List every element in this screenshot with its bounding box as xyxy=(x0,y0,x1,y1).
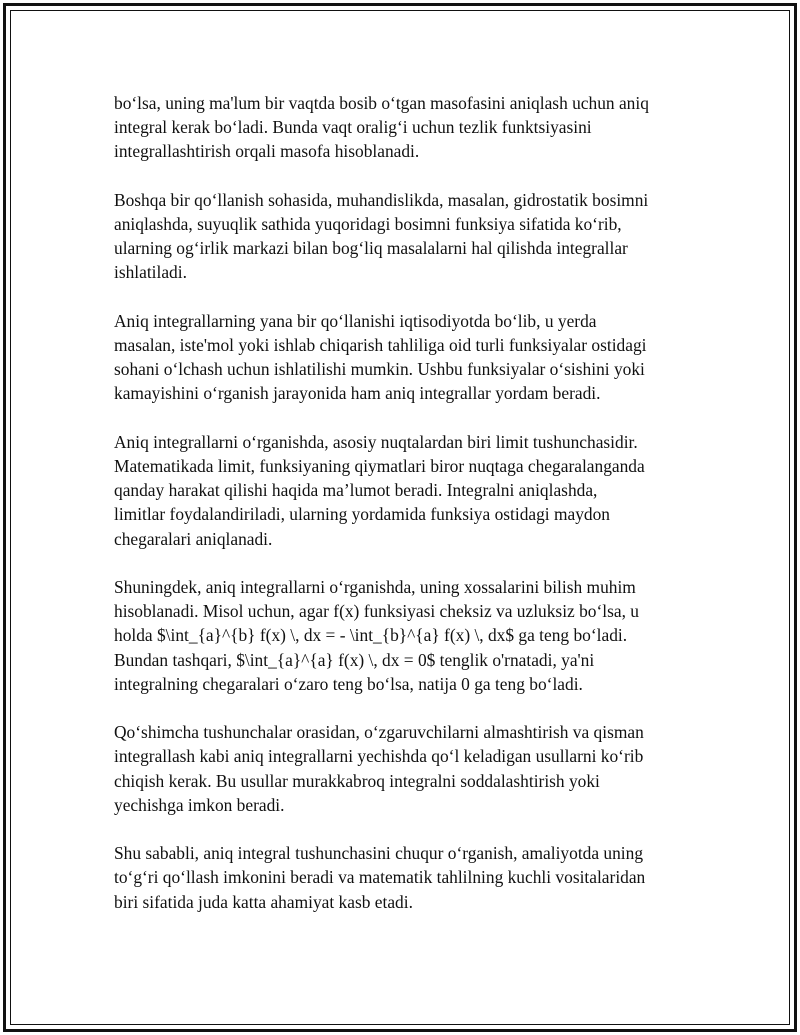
text-line: chegaralari aniqlanadi. xyxy=(114,528,273,549)
text-line: ularning og‘irlik markazi bilan bog‘liq masalalarni hal qilishda integrallar xyxy=(114,238,628,259)
text-line: holda $\int_{a}^{b} f(x) \, dx = - \int_{b}^{a} f(x) \, dx$ ga teng bo‘ladi. xyxy=(114,625,628,646)
text-line: biri sifatida juda katta ahamiyat kasb etadi. xyxy=(114,891,413,912)
paragraph xyxy=(114,720,694,817)
text-line: Aniq integrallarning yana bir qo‘llanishi iqtisodiyotda bo‘lib, u yerda xyxy=(114,310,597,331)
paragraph xyxy=(114,91,694,164)
text-line: chiqish kerak. Bu usullar murakkabroq integralni soddalashtirish yoki xyxy=(114,770,600,791)
text-line: sohani o‘lchash uchun ishlatilishi mumkin. Ushbu funksiyalar o‘sishini yoki xyxy=(114,359,645,380)
paragraph xyxy=(114,430,694,551)
text-line: integral kerak bo‘ladi. Bunda vaqt oralig‘i uchun tezlik funktsiyasini xyxy=(114,117,592,138)
paragraph xyxy=(114,309,694,406)
text-line: ishlatiladi. xyxy=(114,262,187,283)
text-line: integrallash kabi aniq integrallarni yechishda qo‘l keladigan usullarni ko‘rib xyxy=(114,746,644,767)
text-line: Boshqa bir qo‘llanish sohasida, muhandislikda, masalan, gidrostatik bosimni xyxy=(114,189,649,210)
text-line: bo‘lsa, uning ma'lum bir vaqtda bosib o‘tgan masofasini aniqlash uchun aniq xyxy=(114,93,649,113)
paragraph xyxy=(114,575,694,696)
paragraph xyxy=(114,188,694,285)
text-line: limitlar foydalandiriladi, ularning yordamida funksiya ostidagi maydon xyxy=(114,504,611,525)
text-line: kamayishini o‘rganish jarayonida ham aniq integrallar yordam beradi. xyxy=(114,383,601,404)
text-line: integrallashtirish orqali masofa hisoblanadi. xyxy=(114,141,420,162)
text-line: Shu sababli, aniq integral tushunchasini chuqur o‘rganish, amaliyotda uning xyxy=(114,843,644,864)
text-line: to‘g‘ri qo‘llash imkonini beradi va matematik tahlilning kuchli vositalaridan xyxy=(114,867,646,888)
text-line: Matematikada limit, funksiyaning qiymatlari biror nuqtaga chegaralanganda xyxy=(114,456,645,476)
text-line: Shuningdek, aniq integrallarni o‘rganishda, uning xossalarini bilish muhim xyxy=(114,577,636,597)
text-line: Aniq integrallarni o‘rganishda, asosiy nuqtalardan biri limit tushunchasidir. xyxy=(114,431,638,452)
paragraph xyxy=(114,841,694,914)
text-line: qanday harakat qilishi haqida ma’lumot beradi. Integralni aniqlashda, xyxy=(114,480,598,501)
text-line: Qo‘shimcha tushunchalar orasidan, o‘zgaruvchilarni almashtirish va qisman xyxy=(114,722,644,743)
text-line: aniqlashda, suyuqlik sathida yuqoridagi bosimni funksiya sifatida ko‘rib, xyxy=(114,214,622,234)
text-line: yechishga imkon beradi. xyxy=(114,794,285,815)
text-line: masalan, iste'mol yoki ishlab chiqarish tahliliga oid turli funksiyalar ostidagi xyxy=(114,335,647,355)
text-line: Bundan tashqari, $\int_{a}^{a} f(x) \, dx = 0$ tenglik o'rnatadi, ya'ni xyxy=(114,649,595,670)
text-line: hisoblanadi. Misol uchun, agar f(x) funksiyasi cheksiz va uzluksiz bo‘lsa, u xyxy=(114,601,639,622)
text-line: integralning chegaralari o‘zaro teng bo‘lsa, natija 0 ga teng bo‘ladi. xyxy=(114,673,583,694)
document-body xyxy=(114,91,694,938)
